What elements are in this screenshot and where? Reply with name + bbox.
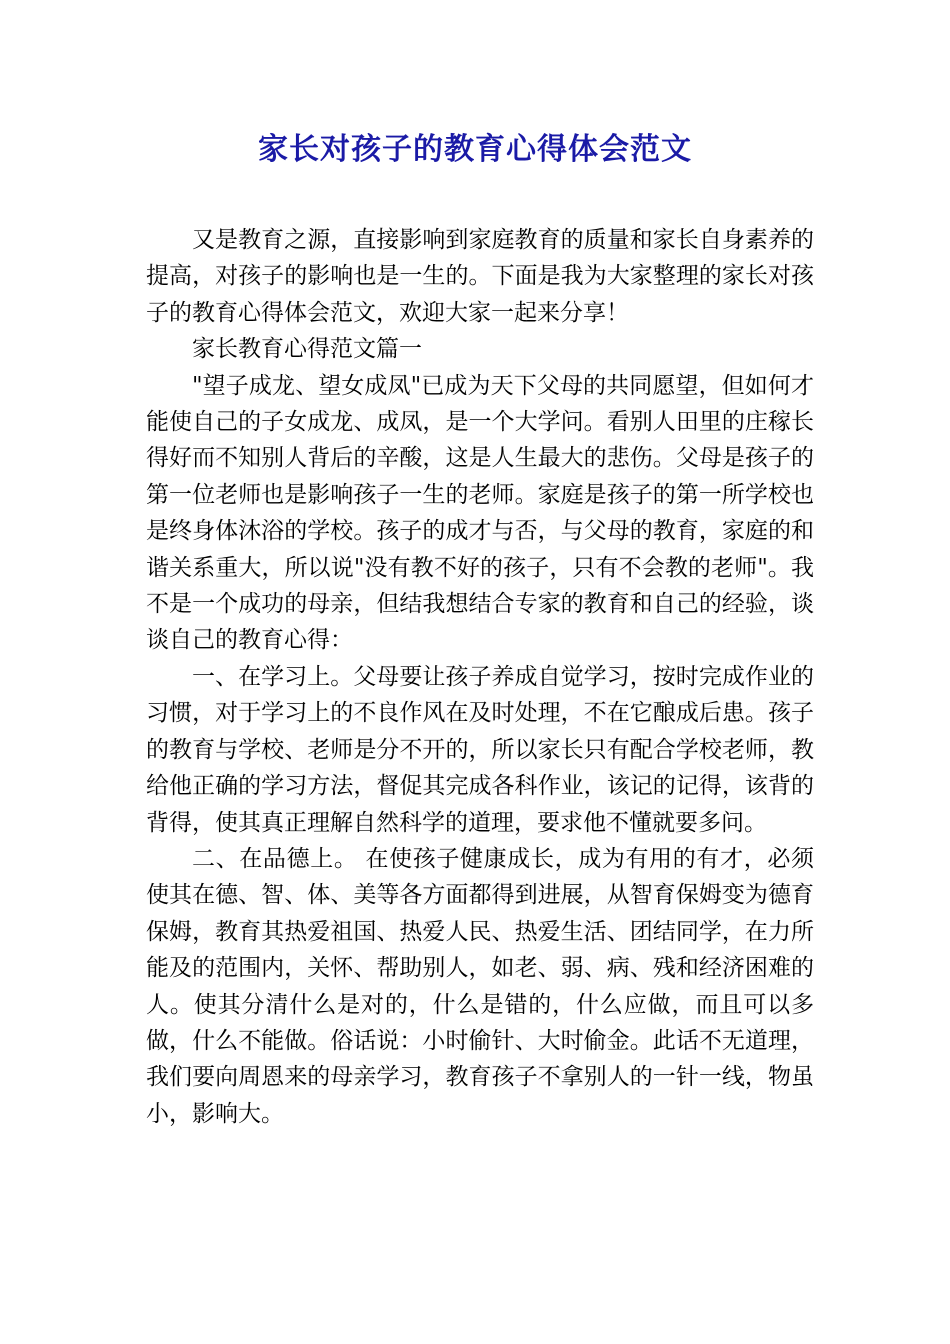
paragraph-morality: 二、在品德上。 在使孩子健康成长，成为有用的有才，必须使其在德、智、体、美等各方面都得到进展，从智育保姆变为德育保姆，教育其热爱祖国、热爱人民、热爱生活、团结同学，在力所能及的范围内，关怀、帮助别人，如老、弱、病、残和经济困难的人。使其分清什么是对的，什么是错的，什么应做，而且可以多做，什么不能做。俗话说：小时偷针、大时偷金。此话不无道理，我们要向周恩来的母亲学习，教育孩子不拿别人的一针一线，物虽小，影响大。 [146,845,814,1127]
document-title: 家长对孩子的教育心得体会范文 [258,132,692,167]
paragraph-section-heading: 家长教育心得范文篇一 [192,336,422,363]
paragraph-main: "望子成龙、望女成凤"已成为天下父母的共同愿望，但如何才能使自己的子女成龙、成凤，是一个大学问。看别人田里的庄稼长得好而不知别人背后的辛酸，这是人生最大的悲伤。父母是孩子的第一位老师也是影响孩子一生的老师。家庭是孩子的第一所学校也是终身体沐浴的学校。孩子的成才与否，与父母的教育，家庭的和谐关系重大，所以说"没有教不好的孩子，只有不会教的老师"。我不是一个成功的母亲，但结我想结合专家的教育和自己的经验，谈谈自己的教育心得： [146,372,814,654]
document-body [146,222,814,1132]
paragraph-intro: 又是教育之源，直接影响到家庭教育的质量和家长自身素养的提高，对孩子的影响也是一生的。下面是我为大家整理的家长对孩子的教育心得体会范文，欢迎大家一起来分享！ [146,227,814,326]
paragraph-study: 一、在学习上。父母要让孩子养成自觉学习，按时完成作业的习惯，对于学习上的不良作风在及时处理，不在它酿成后患。孩子的教育与学校、老师是分不开的，所以家长只有配合学校老师，教给他正确的学习方法，督促其完成各科作业，该记的记得，该背的背得，使其真正理解自然科学的道理，要求他不懂就要多问。 [146,663,814,836]
